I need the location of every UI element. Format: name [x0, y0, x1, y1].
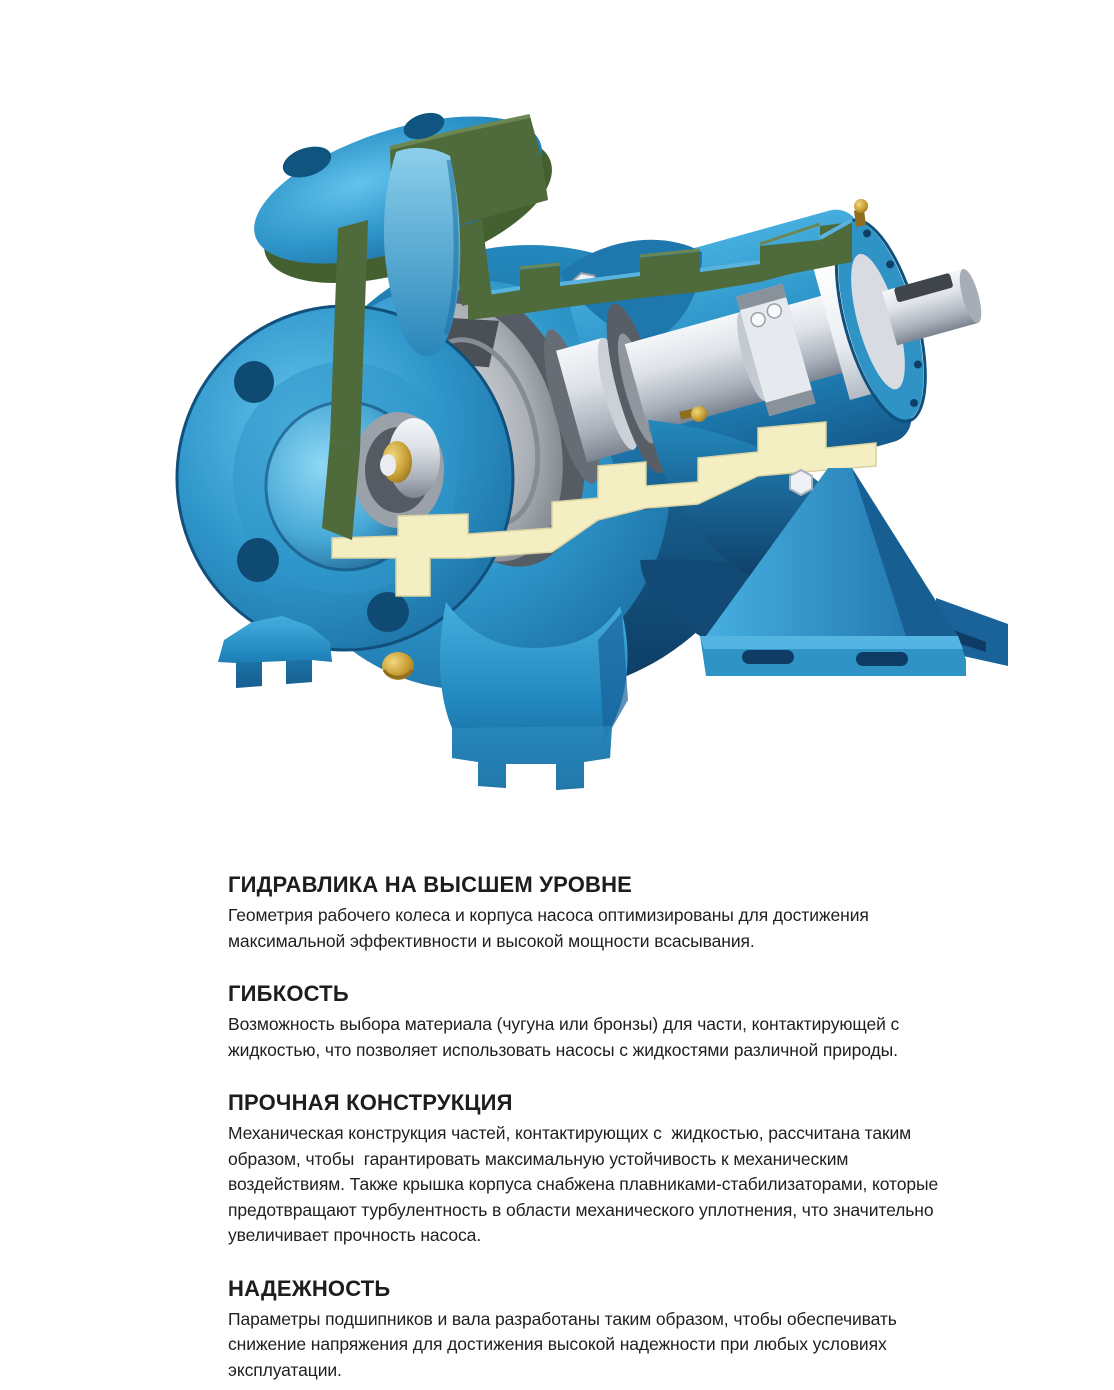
flange-bolt-hole	[237, 538, 279, 582]
section-body: Параметры подшипников и вала разработаны таким образом, чтобы обеспечивать снижение напряжения для достижения высокой надежности при любых условиях эксплуатации.	[228, 1308, 902, 1380]
section-body: Возможность выбора материала (чугуна или бронзы) для части, контактирующей с жидкостью, что позволяет использовать насосы с жидкостями различной природы.	[228, 1014, 904, 1060]
section-heading: ПРОЧНАЯ КОНСТРУКЦИЯ	[228, 1090, 513, 1115]
section-heading: НАДЕЖНОСТЬ	[228, 1275, 391, 1301]
foot-slot	[856, 652, 908, 666]
section-reliability	[228, 1276, 944, 1384]
foot-slot	[742, 650, 794, 664]
section-body: Геометрия рабочего колеса и корпуса насоса оптимизированы для достижения максимальной эффективности и высокой мощности всасывания.	[228, 905, 874, 951]
text-content	[228, 872, 944, 1390]
foot-hex-bolt	[790, 470, 812, 495]
flange-bolt-hole	[234, 361, 274, 403]
impeller-hub	[352, 412, 444, 528]
section-robust-construction	[228, 1090, 944, 1249]
section-heading: ГИБКОСТЬ	[228, 981, 349, 1006]
section-flexibility	[228, 981, 944, 1063]
section-heading: ГИДРАВЛИКА НА ВЫСШЕМ УРОВНЕ	[228, 872, 633, 897]
drain-plug	[382, 652, 414, 680]
section-hydraulics	[228, 872, 944, 954]
section-body: Механическая конструкция частей, контактирующих с жидкостью, рассчитана таким образом, чтобы гарантировать максимальную устойчивость к механическим воздействиям. Также крышка корпуса снабжена плавниками-стабилизаторами, которые предотвращают турбулентность в области механического уплотнения, что значительно увеличивает прочность насоса.	[228, 1123, 943, 1245]
flange-bolt-hole	[367, 592, 409, 632]
